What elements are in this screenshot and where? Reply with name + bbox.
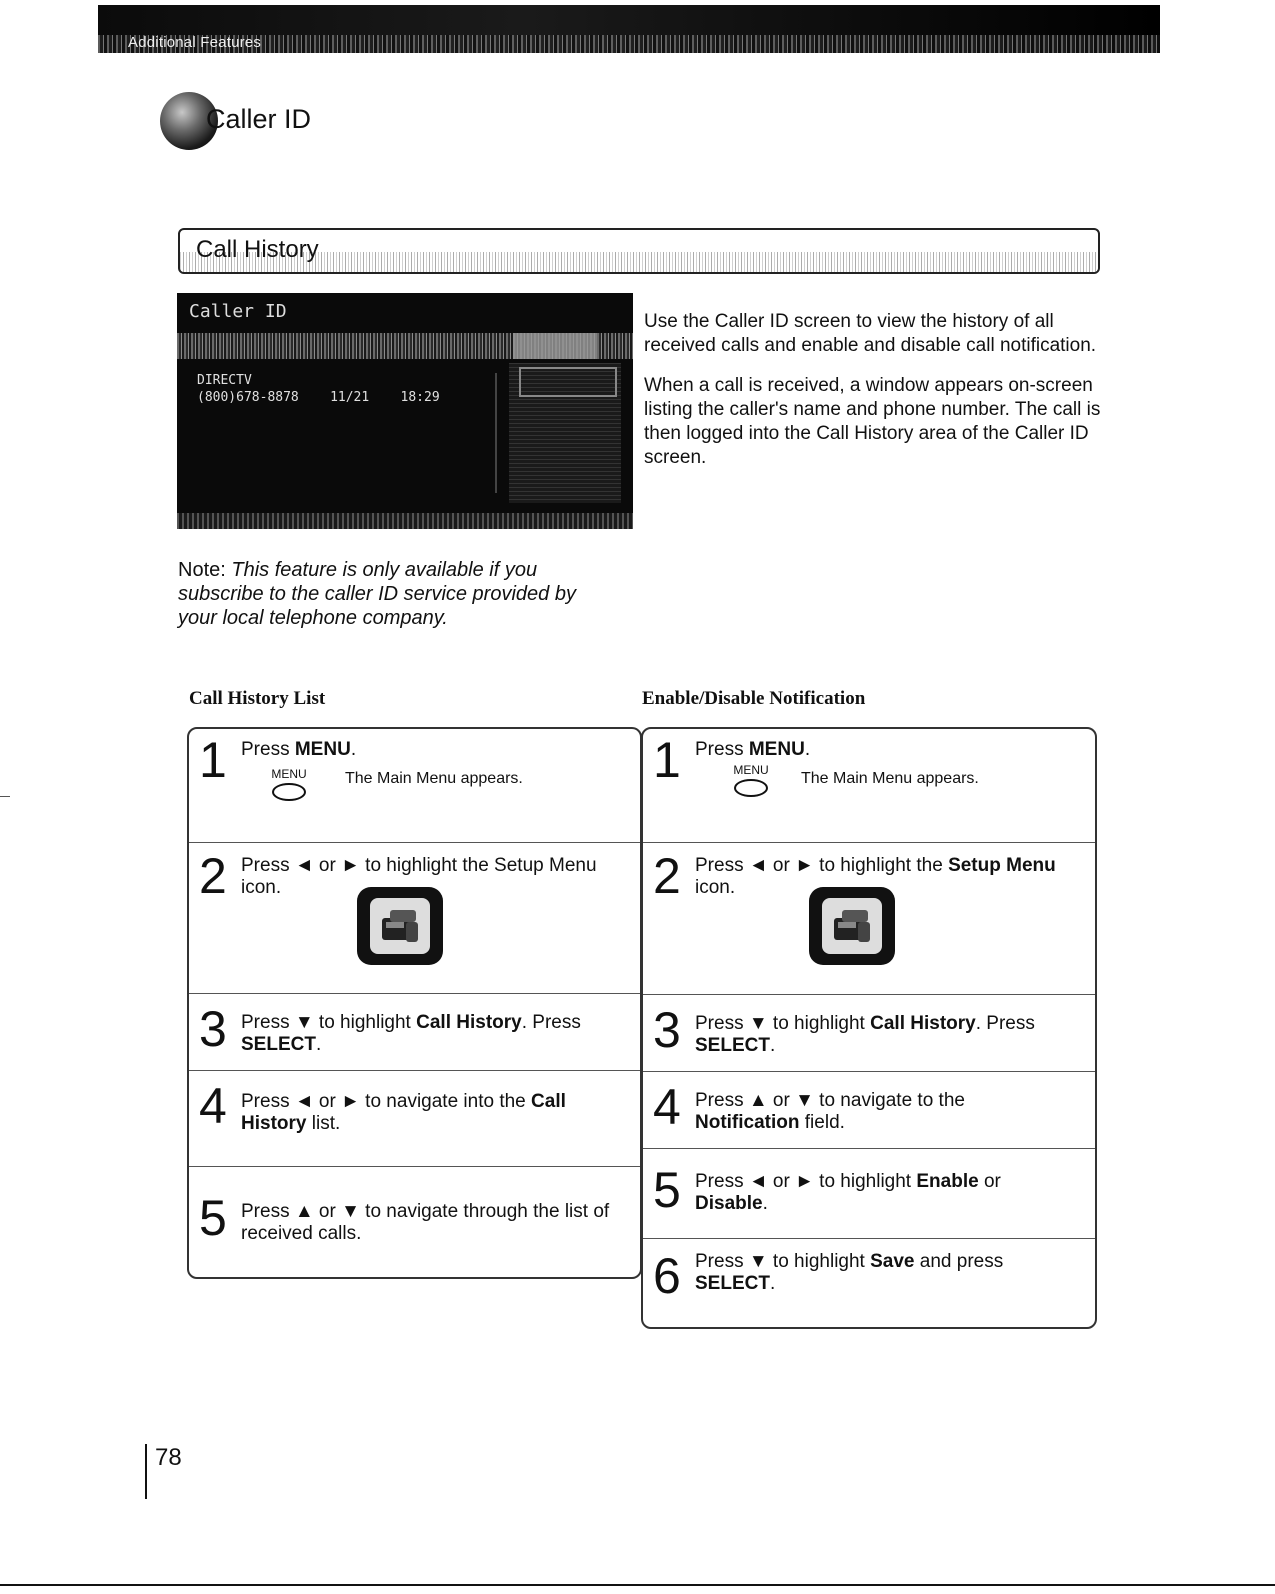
- screen-active-tab: [513, 333, 597, 359]
- note: [178, 558, 618, 630]
- step-number: 1: [653, 732, 681, 788]
- menu-button-icon: MENU: [733, 763, 769, 797]
- step-text: Press MENU.: [695, 739, 811, 760]
- call-entry-name: DIRECTV: [197, 373, 252, 388]
- step-2: [643, 843, 1095, 995]
- breadcrumb: Additional Features: [128, 34, 262, 51]
- intro-paragraph-2: When a call is received, a window appears on-screen listing the caller's name and phone number. The call is then logged into the Call History area of the Caller ID screen.: [644, 375, 1101, 468]
- bottom-rule: [0, 1584, 1275, 1586]
- step-text: Press ◄ or ► to highlight the Setup Menu icon.: [695, 855, 1056, 898]
- step-5: [189, 1167, 640, 1279]
- margin-mark: [0, 796, 10, 797]
- intro-text: [644, 310, 1104, 486]
- step-subtext: The Main Menu appears.: [345, 770, 523, 787]
- step-number: 3: [653, 1002, 681, 1058]
- screen-footer: [177, 513, 633, 529]
- subsection-banner: [178, 228, 1100, 274]
- step-4: [643, 1072, 1095, 1149]
- step-4: [189, 1071, 640, 1167]
- step-number: 4: [653, 1079, 681, 1135]
- call-entry-date: 11/21: [330, 390, 370, 405]
- step-1: [643, 729, 1095, 843]
- note-label: Note:: [178, 559, 226, 581]
- step-number: 1: [199, 732, 227, 788]
- step-text: Press ▼ to highlight Save and press SELECT.: [695, 1251, 1004, 1294]
- call-history-list-heading: Call History List: [189, 688, 326, 709]
- enable-disable-steps-panel: [641, 727, 1097, 1329]
- menu-key-label: MENU: [294, 739, 351, 760]
- step-number: 2: [653, 848, 681, 904]
- note-text: This feature is only available if you subscribe to the caller ID service provided by your local telephone company.: [178, 559, 576, 629]
- step-number: 5: [199, 1190, 227, 1246]
- step-number: 5: [653, 1162, 681, 1218]
- step-1: [189, 729, 640, 843]
- step-text: Press ◄ or ► to highlight the Setup Menu icon.: [241, 855, 597, 898]
- screen-options-panel: [509, 363, 621, 503]
- setup-menu-icon: [809, 887, 895, 965]
- step-text: Press ◄ or ► to highlight Enable or Disable.: [695, 1171, 1001, 1214]
- step-text: Press MENU.: [241, 739, 357, 760]
- page-number: 78: [145, 1444, 182, 1499]
- step-6: [643, 1239, 1095, 1329]
- caller-id-screenshot: [177, 293, 633, 529]
- step-5: [643, 1149, 1095, 1239]
- call-history-steps-panel: [187, 727, 642, 1279]
- step-number: 6: [653, 1248, 681, 1304]
- step-2: [189, 843, 640, 994]
- step-3: [643, 995, 1095, 1072]
- screen-title: Caller ID: [189, 301, 287, 322]
- step-text: Press ▼ to highlight Call History. Press SELECT.: [241, 1012, 581, 1055]
- call-entry-details: [197, 390, 495, 405]
- call-entry-time: 18:29: [400, 390, 440, 405]
- screen-option-button: [519, 367, 617, 397]
- menu-button-icon: MENU: [271, 767, 307, 801]
- setup-menu-icon: [357, 887, 443, 965]
- screen-call-list: [197, 373, 497, 493]
- subsection-title: Call History: [196, 236, 319, 263]
- step-number: 2: [199, 848, 227, 904]
- step-text: Press ◄ or ► to navigate into the Call History list.: [241, 1091, 566, 1134]
- intro-paragraph-1: Use the Caller ID screen to view the history of all received calls and enable and disable call notification.: [644, 311, 1097, 356]
- header-bar: [98, 5, 1160, 53]
- step-text: Press ▼ to highlight Call History. Press SELECT.: [695, 1013, 1035, 1056]
- step-text: Press ▲ or ▼ to navigate to the Notification field.: [695, 1090, 965, 1133]
- step-number: 4: [199, 1078, 227, 1134]
- enable-disable-heading: Enable/Disable Notification: [642, 688, 866, 709]
- section-title: Caller ID: [206, 104, 312, 134]
- call-entry-phone: (800)678-8878: [197, 390, 299, 405]
- step-text: Press ▲ or ▼ to navigate through the list of received calls.: [241, 1201, 610, 1244]
- step-subtext: The Main Menu appears.: [801, 770, 979, 787]
- menu-key-label: MENU: [748, 739, 805, 760]
- step-number: 3: [199, 1001, 227, 1057]
- step-3: [189, 994, 640, 1071]
